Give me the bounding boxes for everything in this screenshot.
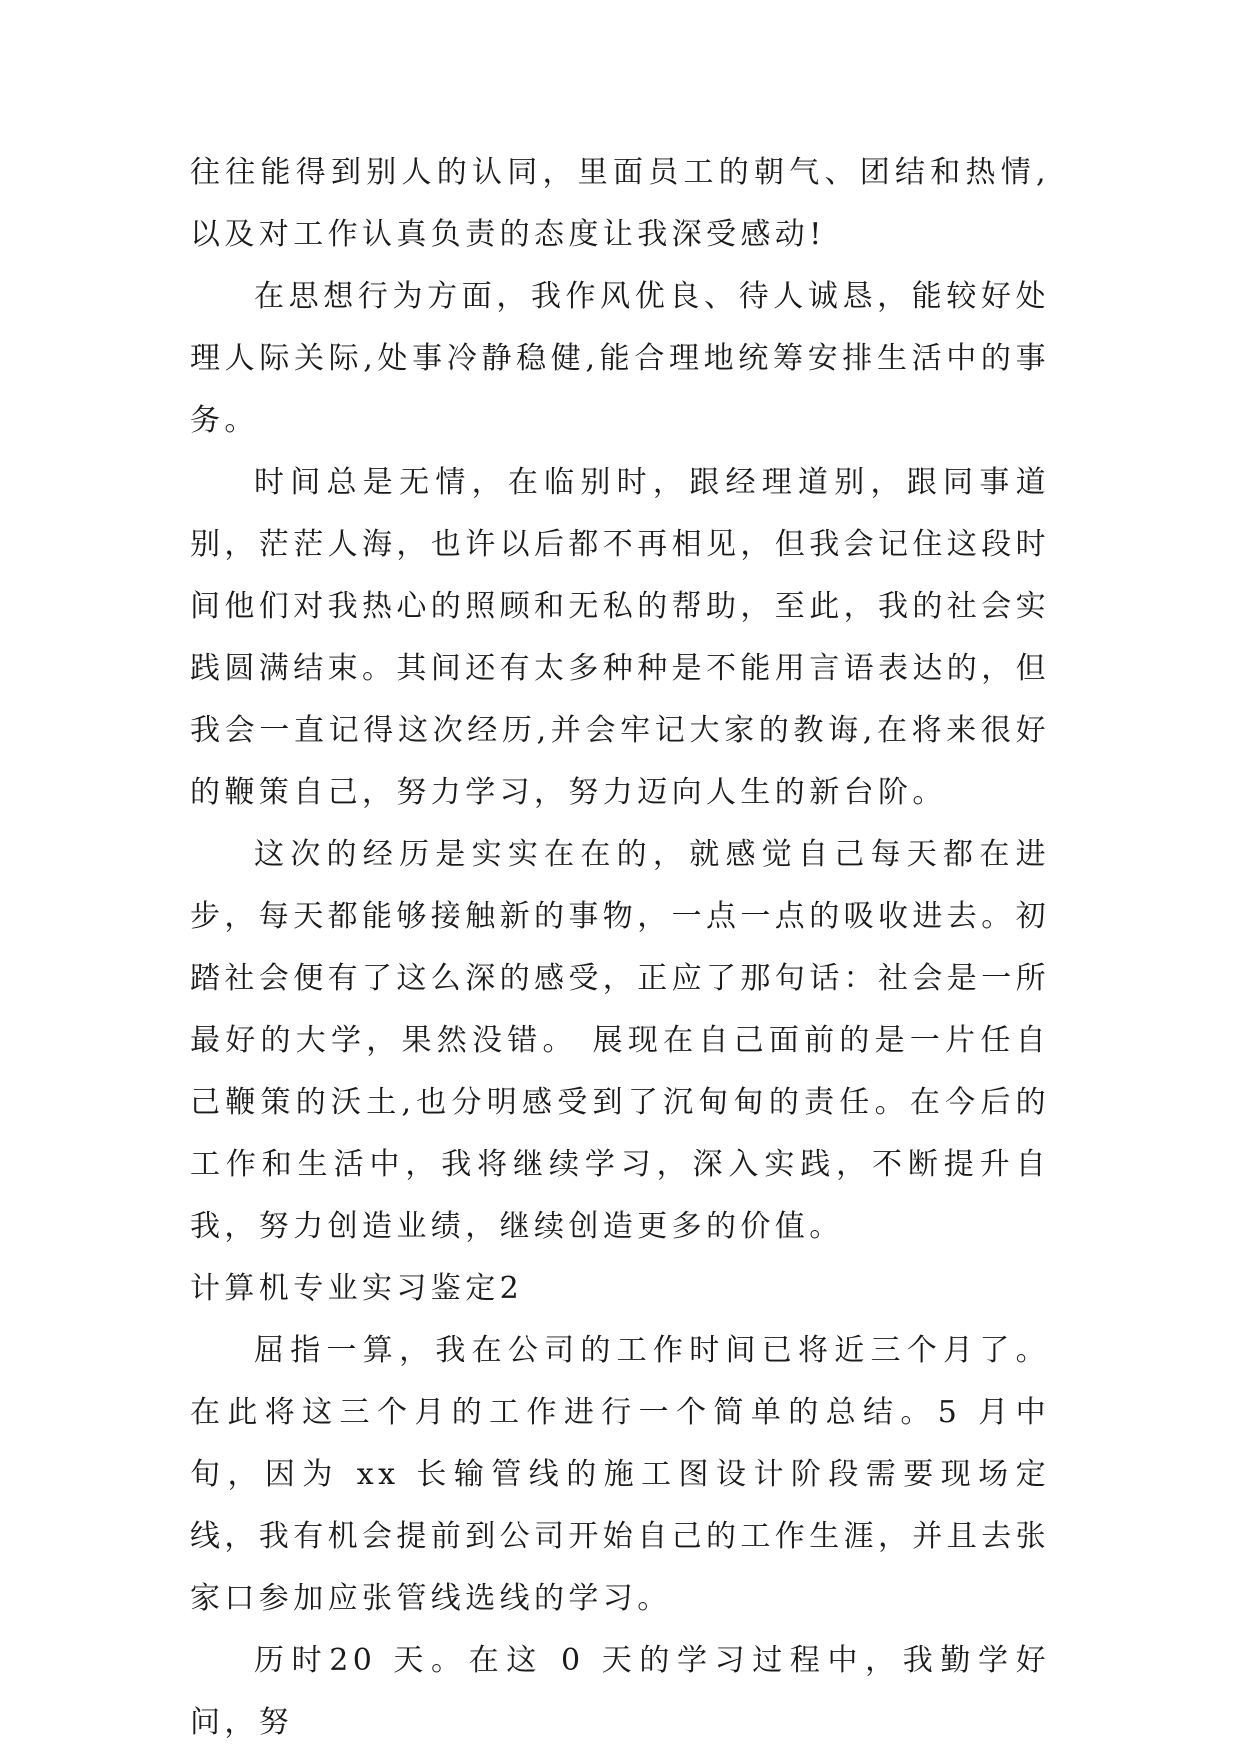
section-heading: 计算机专业实习鉴定2: [190, 1271, 524, 1306]
paragraph-farewell: 时间总是无情，在临别时，跟经理道别，跟同事道别，茫茫人海，也许以后都不再相见，但我会记住这段时间他们对我热心的照顾和无私的帮助，至此，我的社会实践圆满结束。其间还有太多种种是不能用言语表达的，但我会一直记得这次经历,并会牢记大家的教诲,在将来很好的鞭策自己，努力学习，努力迈向人生的新台阶。: [190, 465, 1050, 810]
document-body: [190, 142, 1050, 1754]
paragraph-continued: 往往能得到别人的认同，里面员工的朝气、团结和热情,以及对工作认真负责的态度让我深受感动!: [190, 155, 1050, 252]
paragraph-experience: 这次的经历是实实在在的，就感觉自己每天都在进步，每天都能够接触新的事物，一点一点的吸收进去。初踏社会便有了这么深的感受，正应了那句话：社会是一所最好的大学，果然没错。 展现在自己面前的是一片任自己鞭策的沃土,也分明感受到了沉甸甸的责任。在今后的工作和生活中，我将继续学习，深入实践，不断提升自我，努力创造业绩，继续创造更多的价值。: [190, 837, 1050, 1244]
paragraph-thought-behavior: 在思想行为方面，我作风优良、待人诚恳，能较好处理人际关际,处事冷静稳健,能合理地统筹安排生活中的事务。: [190, 279, 1050, 438]
paragraph-three-months: 屈指一算，我在公司的工作时间已将近三个月了。 在此将这三个月的工作进行一个简单的总结。5 月中旬，因为 xx 长输管线的施工图设计阶段需要现场定线，我有机会提前到公司开始自己的工作生涯，并且去张家口参加应张管线选线的学习。: [190, 1333, 1050, 1616]
paragraph-twenty-days: 历时20 天。在这 0 天的学习过程中，我勤学好问，努: [190, 1643, 1050, 1740]
